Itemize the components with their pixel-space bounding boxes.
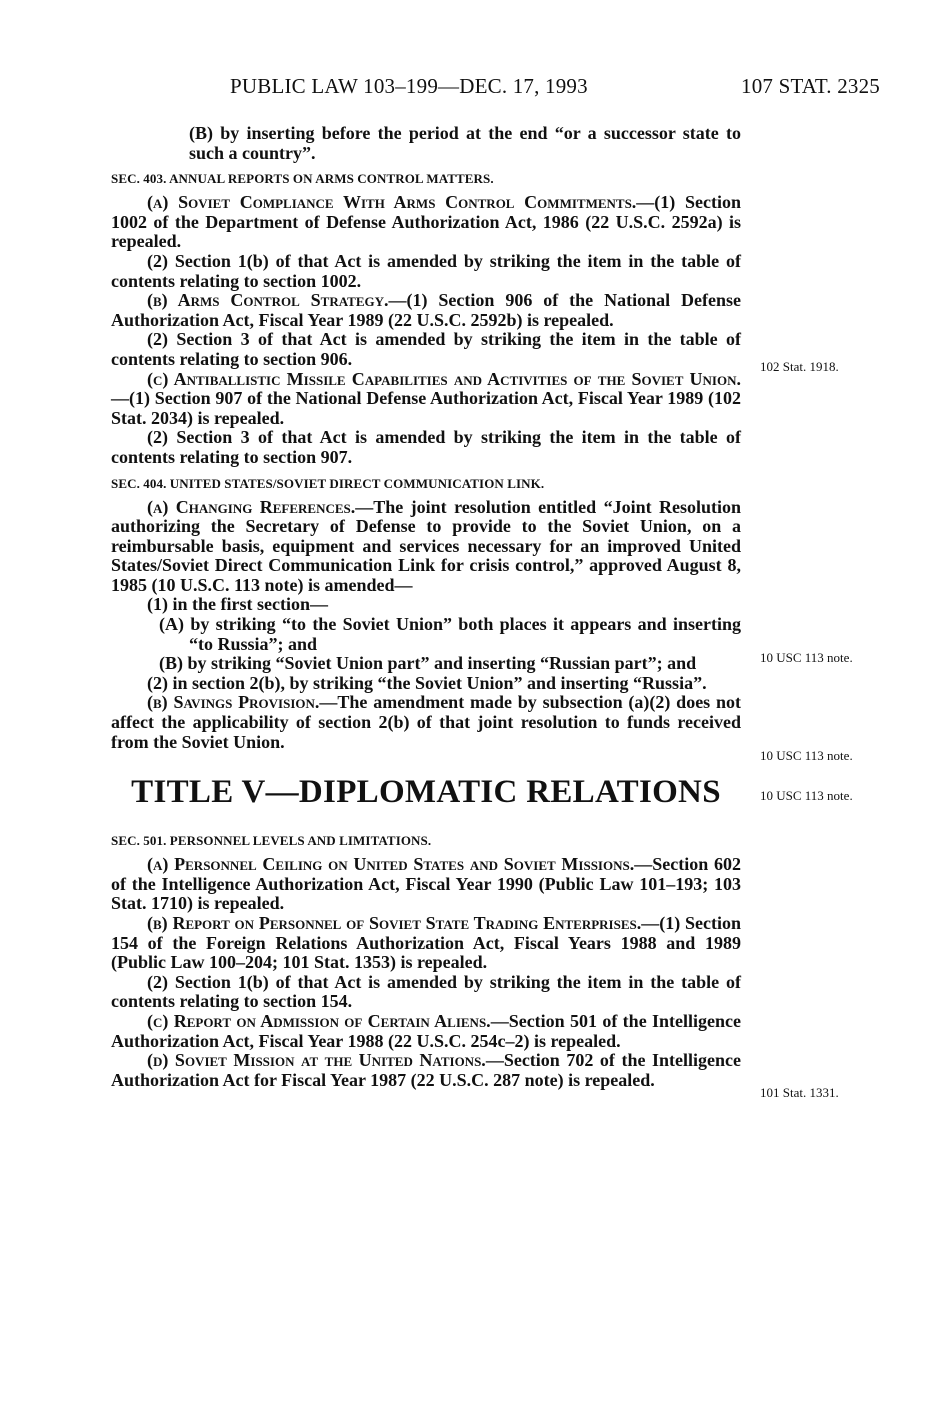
sec404-a1A: (A) by striking “to the Soviet Union” both places it appears and inserting “to Russia”; and [159,614,741,654]
sec404-b-label: (b) Savings Provision. [147,692,320,713]
margin-note: 102 Stat. 1918. [760,359,839,374]
sec403-a2: (2) Section 1(b) of that Act is amended by striking the item in the table of contents relating to section 1002. [111,250,741,291]
sec404-a2: (2) in section 2(b), by striking “the Soviet Union” and inserting “Russia”. [147,672,707,693]
sec501-b-label: (b) Report on Personnel of Soviet State Trading Enterprises. [147,913,642,933]
sec501-c-text: —Section 501 of the Intelligence Authorization Act, Fiscal Year 1988 (22 U.S.C. 254c–2) is repealed. [111,1010,741,1051]
margin-note: 10 USC 113 note. [760,748,853,763]
margin-note: 10 USC 113 note. [760,788,853,803]
sec403-c2: (2) Section 3 of that Act is amended by striking the item in the table of contents relating to section 907. [111,427,741,467]
sec501-heading: SEC. 501. PERSONNEL LEVELS AND LIMITATIONS. [111,833,432,849]
sec403-a-label: (a) Soviet Compliance With Arms Control Commitments. [147,192,637,213]
header-citation: PUBLIC LAW 103–199—DEC. 17, 1993 [230,74,588,98]
sec501-b [111,914,741,973]
sec501-b-text: —(1) Section 154 of the Foreign Relations Authorization Act, Fiscal Years 1988 and 1989 (Public Law 100–204; 101 Stat. 1353) is repealed. [111,913,741,973]
sec403-a-text: —(1) Section 1002 of the Department of Defense Authorization Act, 1986 (22 U.S.C. 2592a) is repealed. [111,192,741,252]
sec403-b2: (2) Section 3 of that Act is amended by striking the item in the table of contents relating to section 906. [111,329,741,369]
sec404-b [111,693,741,752]
body-text [111,124,741,1090]
sec402-end-paragraph: (B) by inserting before the period at the end “or a successor state to such a country”. [189,123,741,163]
sec404-heading: SEC. 404. UNITED STATES/SOVIET DIRECT COMMUNICATION LINK. [111,475,545,491]
margin-note: 101 Stat. 1331. [760,1085,839,1100]
sec501-a-text: —Section 602 of the Intelligence Authorization Act, Fiscal Year 1990 (Public Law 101–193; 103 Stat. 1710) is repealed. [111,854,741,914]
sec403-c [111,370,741,429]
sec403-a [111,193,741,252]
title-heading: TITLE V—DIPLOMATIC RELATIONS [131,774,721,811]
sec403-heading: SEC. 403. ANNUAL REPORTS ON ARMS CONTROL MATTERS. [111,171,494,187]
header-page-number: 107 STAT. 2325 [741,74,880,98]
sec403-b-label: (b) Arms Control Strategy. [147,290,389,311]
sec404-a-text: —The joint resolution entitled “Joint Resolution authorizing the Secretary of Defense to provide to the Soviet Union, on a reimbursable basis, equipment and services necessary for an improved United States/Soviet Direct Communication Link for crisis control,” approved August 8, 1985 (10 U.S.C. 113 note) is amended— [111,496,741,595]
sec501-d-label: (d) Soviet Mission at the United Nations. [147,1050,486,1071]
sec403-c-text: —(1) Section 907 of the National Defense Authorization Act, Fiscal Year 1989 (102 Stat. 2034) is repealed. [111,388,741,428]
sec501-a [111,855,741,914]
sec403-b [111,291,741,330]
sec501-d-text: —Section 702 of the Intelligence Authorization Act for Fiscal Year 1987 (22 U.S.C. 287 note) is repealed. [111,1050,742,1090]
sec404-a1: (1) in the first section— [147,594,328,615]
sec404-a1B: (B) by striking “Soviet Union part” and inserting “Russian part”; and [159,653,697,674]
sec501-b2: (2) Section 1(b) of that Act is amended by striking the item in the table of contents relating to section 154. [111,971,741,1012]
sec404-a [111,498,741,596]
sec501-c-label: (c) Report on Admission of Certain Aliens. [147,1010,491,1031]
sec403-c-label: (c) Antiballistic Missile Capabilities and Activities of the Soviet Union. [147,368,741,389]
sec404-b-text: —The amendment made by subsection (a)(2) does not affect the applicability of section 2(b) of that joint resolution to funds received from the Soviet Union. [111,692,741,752]
sec404-a-label: (a) Changing References. [147,496,356,517]
sec501-a-label: (a) Personnel Ceiling on United States and Soviet Missions. [147,854,635,875]
sec501-c [111,1012,741,1051]
sec403-b-text: —(1) Section 906 of the National Defense Authorization Act, Fiscal Year 1989 (22 U.S.C. 2592b) is repealed. [111,290,741,330]
sec501-d [111,1051,741,1090]
margin-note: 10 USC 113 note. [760,650,853,665]
